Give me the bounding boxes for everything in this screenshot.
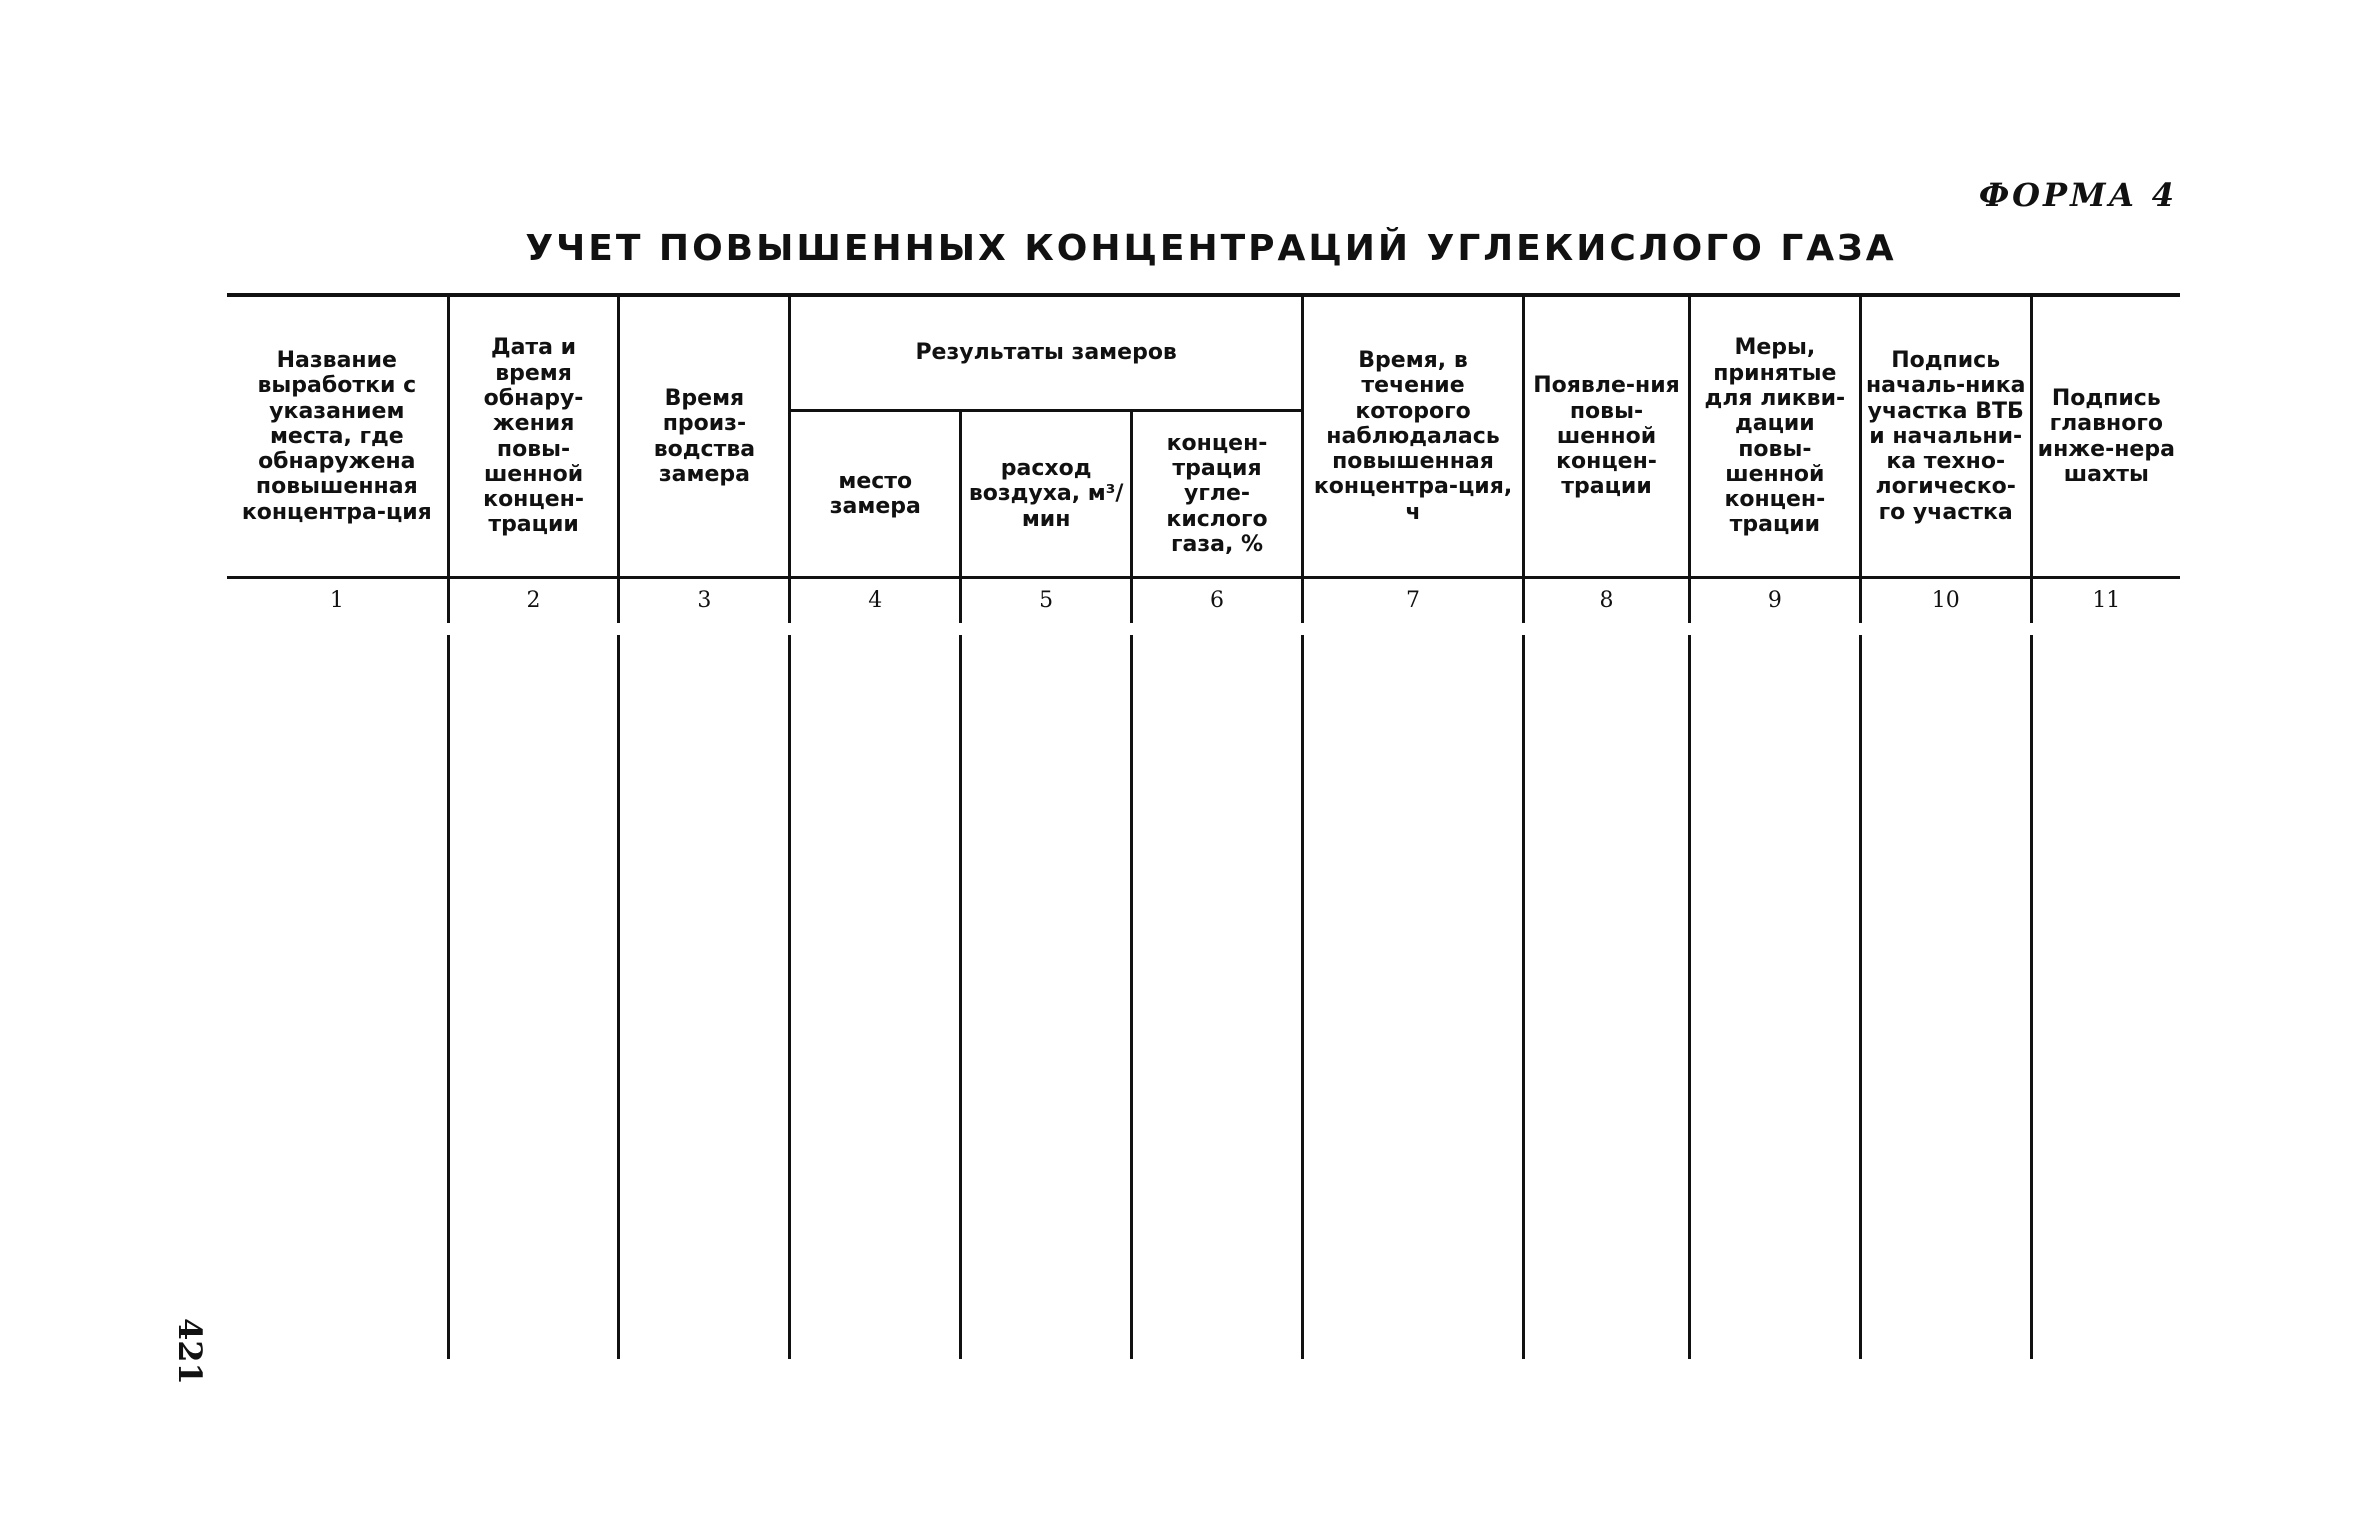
header-co2-concentration: концен-трация угле-кислого газа, % [1132,411,1303,578]
header-detection-datetime: Дата и время обнару-жения повы-шенной концен-трации [448,295,619,578]
column-number: 8 [1524,578,1690,630]
header-causes: Появле-ния повы-шенной концен-трации [1524,295,1690,578]
page-number: 421 [171,1318,209,1385]
column-number: 1 [227,578,448,630]
column-number: 10 [1860,578,2031,630]
header-section-heads-signature: Подпись началь-ника участка ВТБ и начальни-ка техно-логическо-го участка [1860,295,2031,578]
header-measurement-time: Время произ-водства замера [619,295,790,578]
header-chief-engineer-signature: Подпись главного инже-нера шахты [2031,295,2180,578]
header-measurement-place: место замера [790,411,961,578]
column-numbers-row [227,578,2180,630]
empty-cell[interactable] [1689,629,1860,1359]
page-title: УЧЕТ ПОВЫШЕННЫХ КОНЦЕНТРАЦИЙ УГЛЕКИСЛОГО ГАЗА [525,228,1897,269]
empty-cell[interactable] [2031,629,2180,1359]
header-location: Название выработки с указанием места, где обнаружена повышенная концентра-ция [227,295,448,578]
column-number: 7 [1302,578,1523,630]
column-number: 5 [961,578,1132,630]
header-air-flow: расход воздуха, м³/мин [961,411,1132,578]
empty-entry-row [227,629,2180,1359]
empty-cell[interactable] [790,629,961,1359]
empty-cell[interactable] [448,629,619,1359]
column-number: 4 [790,578,961,630]
empty-cell[interactable] [1524,629,1690,1359]
column-number: 11 [2031,578,2180,630]
empty-cell[interactable] [1302,629,1523,1359]
column-number: 3 [619,578,790,630]
column-number: 9 [1689,578,1860,630]
header-measures-taken: Меры, принятые для ликви-дации повы-шенной концен-трации [1689,295,1860,578]
empty-cell[interactable] [961,629,1132,1359]
empty-cell[interactable] [1860,629,2031,1359]
empty-cell[interactable] [1132,629,1303,1359]
empty-cell[interactable] [619,629,790,1359]
header-measurement-results: Результаты замеров [790,295,1303,411]
empty-cell[interactable] [227,629,448,1359]
column-number: 2 [448,578,619,630]
header-duration: Время, в течение которого наблюдалась повышенная концентра-ция, ч [1302,295,1523,578]
form-label: ФОРМА 4 [1978,176,2177,214]
column-number: 6 [1132,578,1303,630]
co2-log-table [227,293,2180,1359]
